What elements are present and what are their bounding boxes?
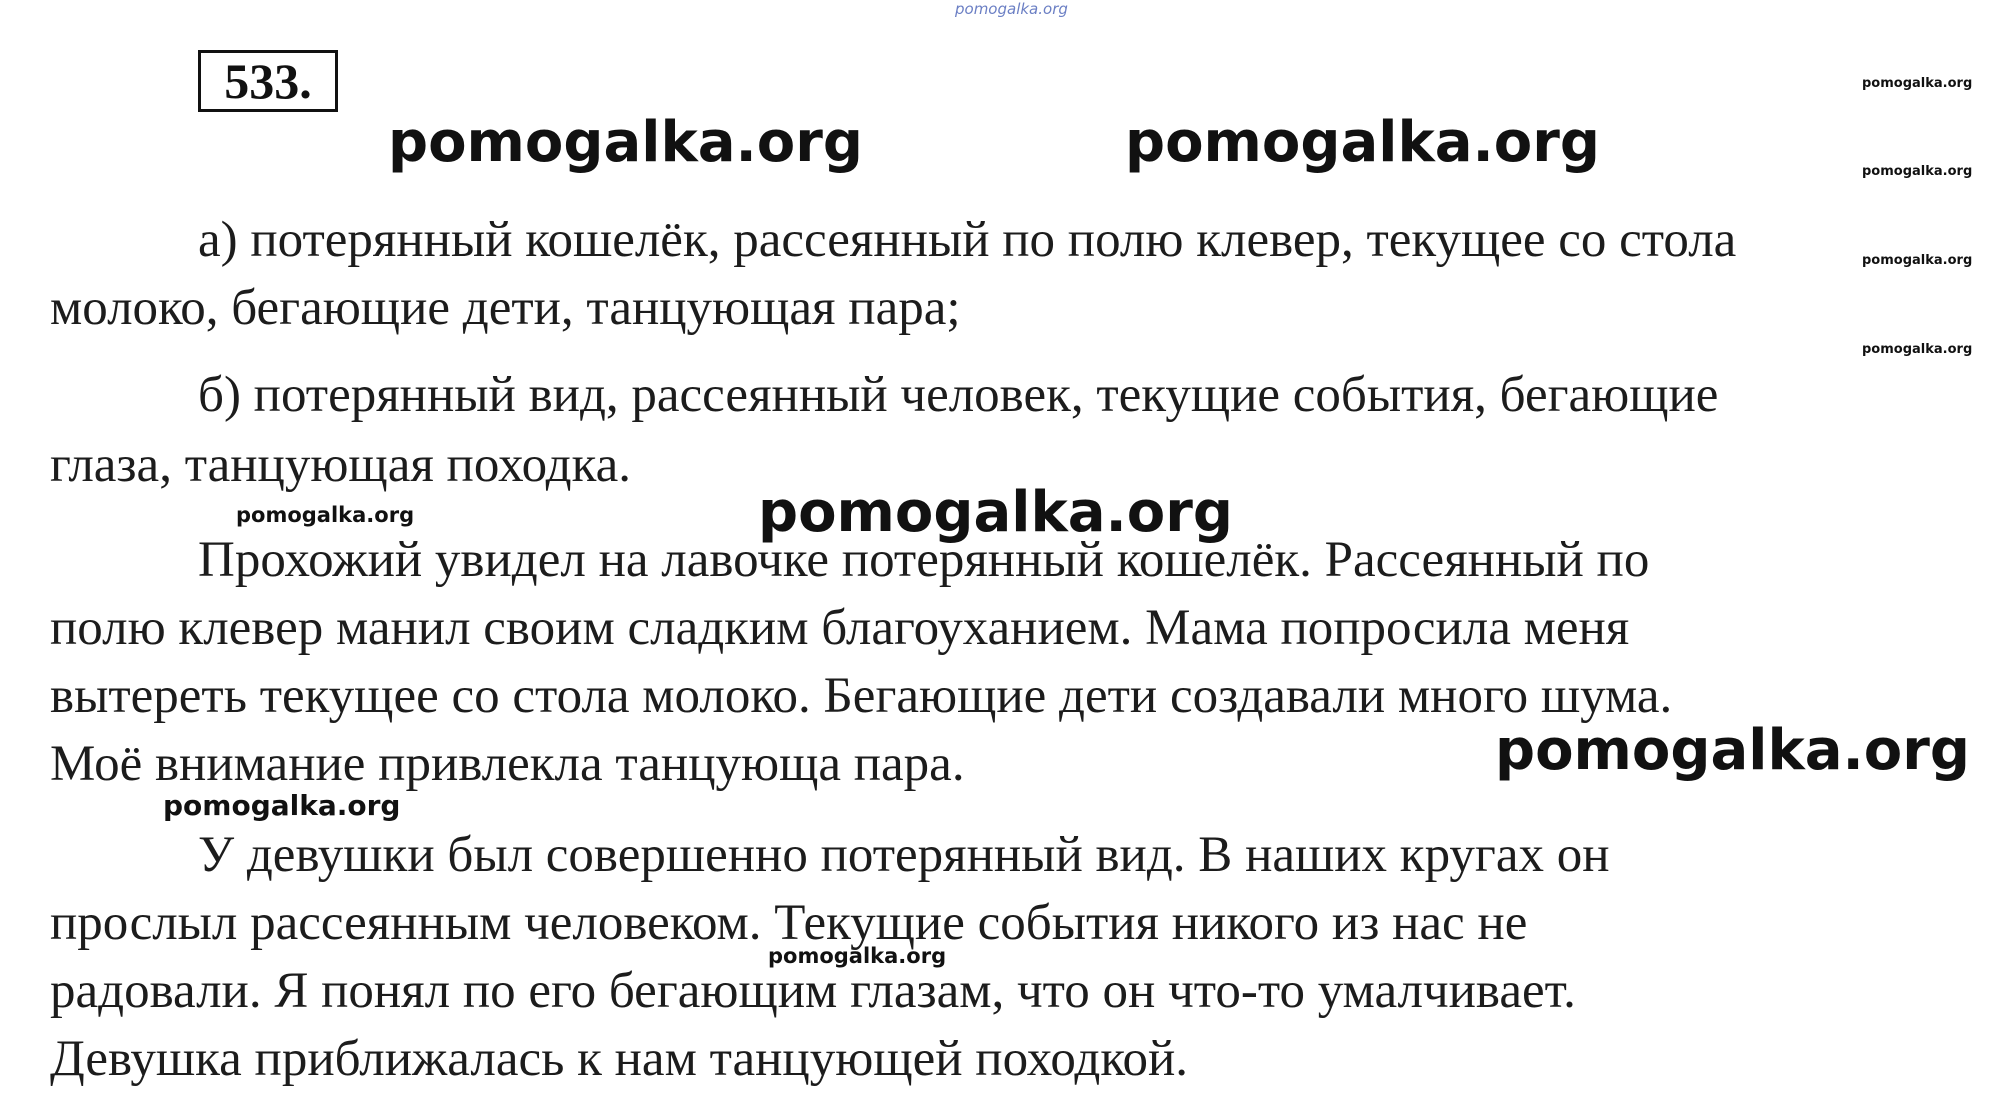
watermark-right-big: pomogalka.org xyxy=(1495,718,1970,783)
paragraph-2-line-1: У девушки был совершенно потерянный вид. В наших кругах он xyxy=(198,827,1610,883)
paragraph-1-line-3: вытереть текущее со стола молоко. Бегающие дети создавали много шума. xyxy=(50,668,1673,724)
watermark-side-4: pomogalka.org xyxy=(1862,342,1973,357)
watermark-center-small: pomogalka.org xyxy=(768,944,947,968)
watermark-mid-big: pomogalka.org xyxy=(758,480,1233,545)
watermark-side-3: pomogalka.org xyxy=(1862,253,1973,268)
watermark-header-right: pomogalka.org xyxy=(1125,110,1600,175)
watermark-mid-small: pomogalka.org xyxy=(236,503,415,527)
answer-a-line-2: молоко, бегающие дети, танцующая пара; xyxy=(50,280,961,336)
watermark-left-medium: pomogalka.org xyxy=(163,789,401,822)
paragraph-1-line-4: Моё внимание привлекла танцующа пара. xyxy=(50,736,965,792)
paragraph-1-line-1: Прохожий увидел на лавочке потерянный кошелёк. Рассеянный по xyxy=(198,532,1650,588)
exercise-number: 533. xyxy=(198,50,338,112)
answer-b-line-1: б) потерянный вид, рассеянный человек, текущие события, бегающие xyxy=(198,367,1719,423)
paragraph-2-line-4: Девушка приближалась к нам танцующей походкой. xyxy=(50,1031,1189,1087)
answer-a-line-1: а) потерянный кошелёк, рассеянный по полю клевер, текущее со стола xyxy=(198,212,1737,268)
paragraph-1-line-2: полю клевер манил своим сладким благоуханием. Мама попросила меня xyxy=(50,600,1630,656)
paragraph-2-line-3: радовали. Я понял по его бегающим глазам, что он что-то умалчивает. xyxy=(50,963,1576,1019)
watermark-header-left: pomogalka.org xyxy=(388,110,863,175)
answer-b-line-2: глаза, танцующая походка. xyxy=(50,437,631,493)
watermark-side-1: pomogalka.org xyxy=(1862,76,1973,91)
watermark-side-2: pomogalka.org xyxy=(1862,164,1973,179)
watermark-top: pomogalka.org xyxy=(955,0,1068,18)
paragraph-2-line-2: прослыл рассеянным человеком. Текущие события никого из нас не xyxy=(50,895,1528,951)
